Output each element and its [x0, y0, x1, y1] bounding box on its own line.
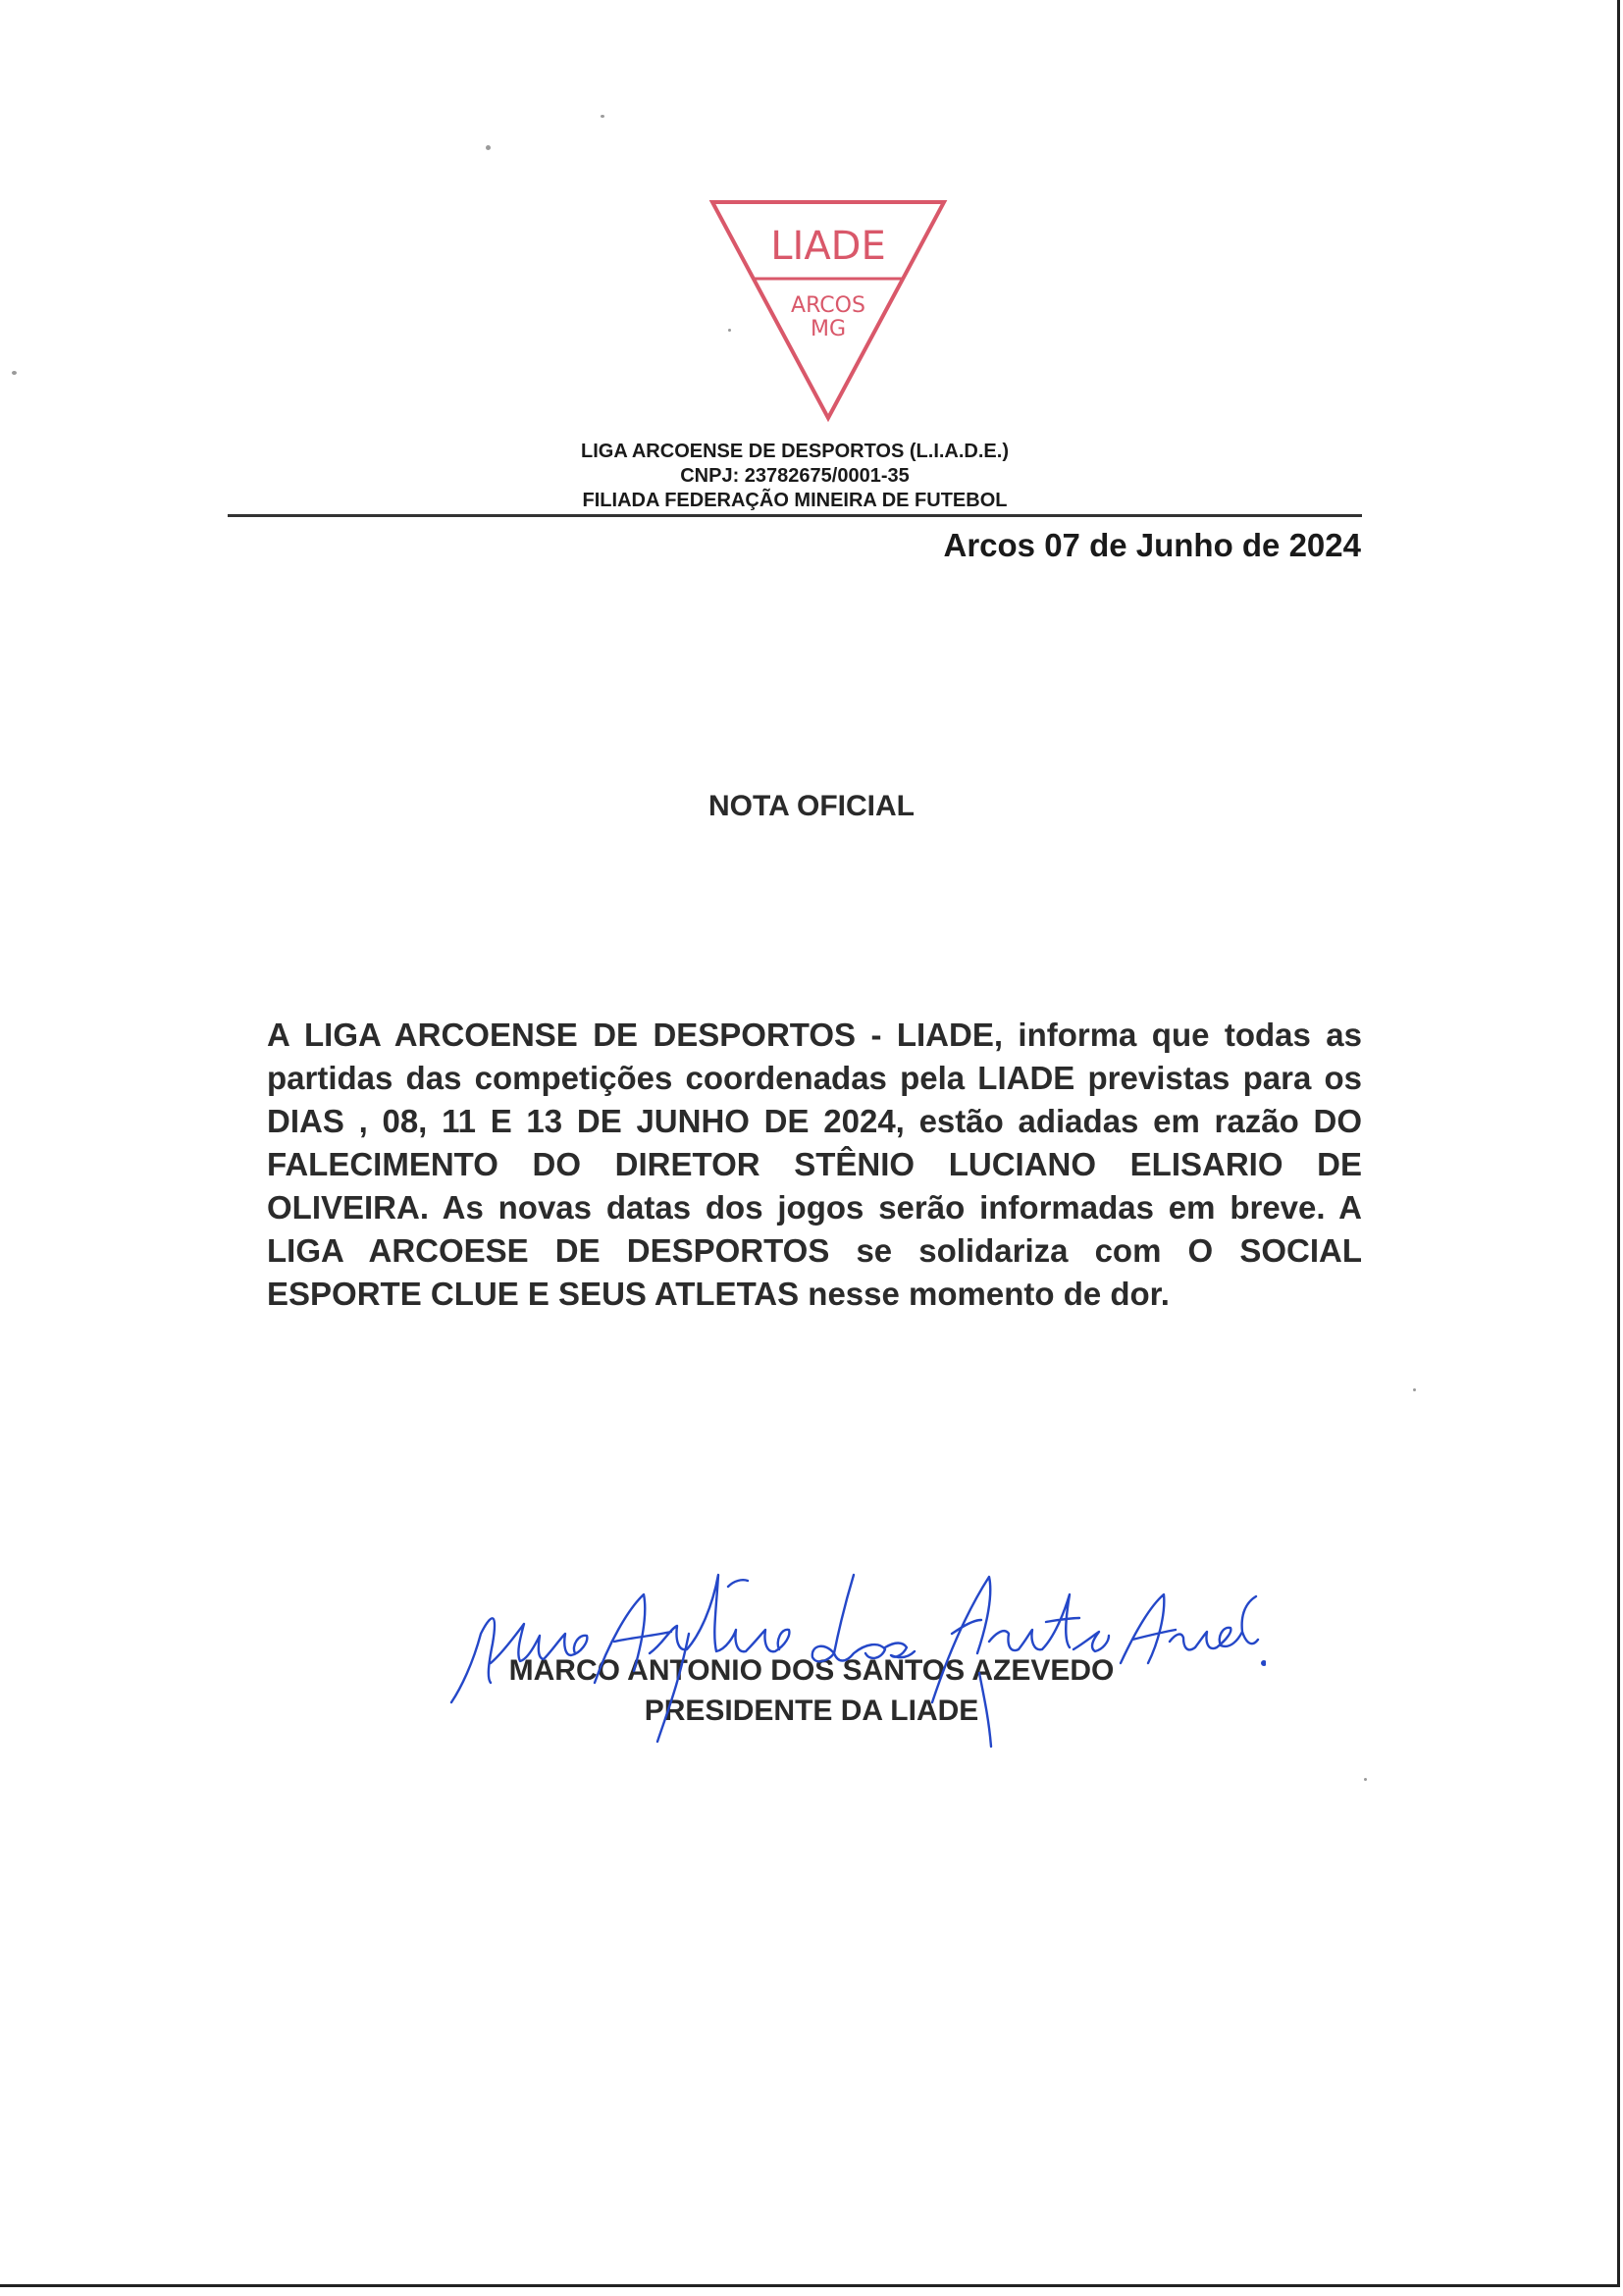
- liade-logo: [707, 196, 950, 424]
- announcement-body: A LIGA ARCOENSE DE DESPORTOS - LIADE, informa que todas as partidas das competições coordenadas pela LIADE previstas para os DIAS , 08, 11 E 13 DE JUNHO DE 2024, estão adiadas em razão DO FALECIMENTO DO DIRETOR STÊNIO LUCIANO ELISARIO DE OLIVEIRA. As novas datas dos jogos serão informadas em breve. A LIGA ARCOESE DE DESPORTOS se solidariza com O SOCIAL ESPORTE CLUE E SEUS ATLETAS nesse momento de dor.: [267, 1017, 1362, 1312]
- logo-state: MG: [810, 317, 847, 341]
- scan-speck: [1364, 1778, 1367, 1781]
- header-divider: [228, 514, 1362, 517]
- signatory-role: PRESIDENTE DA LIADE: [644, 1695, 979, 1727]
- logo-name: LIADE: [770, 224, 886, 269]
- organization-affiliation: FILIADA FEDERAÇÃO MINEIRA DE FUTEBOL: [582, 490, 1008, 511]
- scan-speck: [601, 115, 604, 118]
- signatory-name: MARCO ANTONIO DOS SANTOS AZEVEDO: [508, 1654, 1115, 1687]
- organization-header: [510, 440, 1079, 513]
- organization-name: LIGA ARCOENSE DE DESPORTOS (L.I.A.D.E.): [581, 441, 1009, 462]
- document-date: Arcos 07 de Junho de 2024: [943, 527, 1361, 563]
- scan-speck: [1413, 1388, 1416, 1391]
- document-title: NOTA OFICIAL: [708, 790, 915, 822]
- organization-cnpj: CNPJ: 23782675/0001-35: [680, 465, 910, 487]
- logo-city: ARCOS: [791, 293, 865, 318]
- scan-speck: [486, 145, 491, 150]
- scan-speck: [12, 371, 17, 375]
